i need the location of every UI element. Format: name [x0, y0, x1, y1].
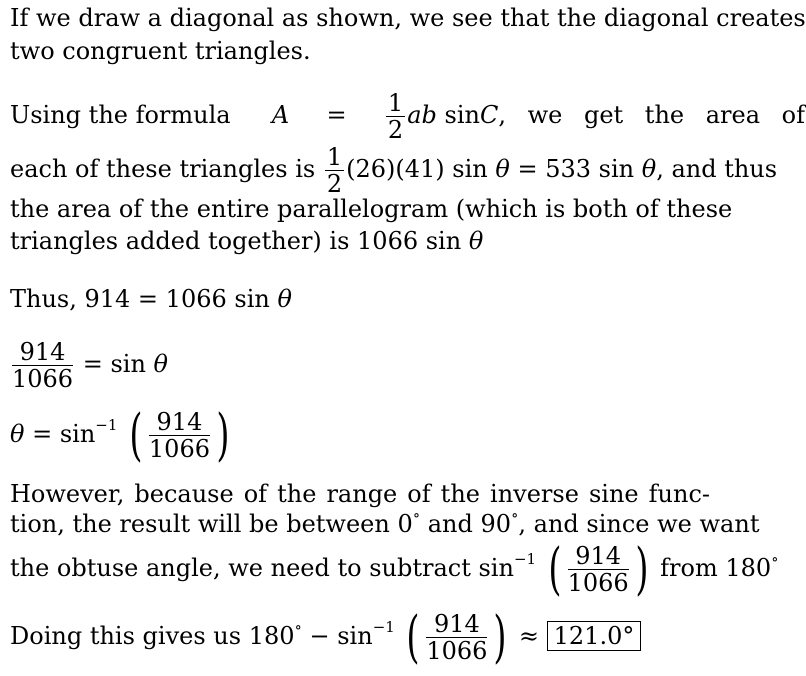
degree-sign: ∘ [511, 506, 519, 524]
superscript: −1 [372, 618, 395, 636]
right-paren: ) [216, 402, 230, 468]
left-paren: ( [548, 536, 562, 602]
math-var: θ [641, 155, 657, 183]
text-span: triangles added together) is 1066 sin [10, 227, 462, 255]
fraction-half: $\frac{1}{2}$ [326, 143, 343, 198]
left-paren: ( [406, 604, 420, 670]
text-line: However, because of the range of the inverse sine func- [10, 480, 710, 508]
math-expr: Thus, 914 = 1066 sin [10, 285, 270, 313]
text-span: each of these triangles is [10, 155, 316, 183]
math-expr: (26)(41) sin [346, 155, 488, 183]
text-line: If we draw a diagonal as shown, we see that the diagonal creates [10, 4, 806, 32]
math-var: θ [10, 420, 25, 448]
formula-line [10, 142, 777, 197]
math-var: θ [277, 285, 292, 313]
text-line: two congruent triangles. [10, 37, 311, 65]
math-expr: = sin [82, 350, 146, 378]
answer-box: 121.0° [547, 621, 642, 651]
math-var: ab [407, 101, 437, 129]
math-var: A [271, 101, 290, 129]
text-span: Using the formula [10, 101, 231, 129]
text-span: , and since we want [518, 510, 760, 538]
equation-thus [10, 284, 292, 314]
fraction-914-1066: $\frac{914}{1066}$ [567, 542, 629, 597]
final-answer-line [10, 604, 641, 670]
fraction-914-1066: $\frac{914}{1066}$ [148, 408, 210, 463]
equation-ratio [10, 336, 168, 392]
text-span: and 90 [420, 510, 512, 538]
fraction-914-1066: $\frac{914}{1066}$ [12, 338, 74, 393]
left-paren: ( [129, 402, 143, 468]
fraction-half: $\frac{1}{2}$ [387, 89, 404, 144]
right-paren: ) [493, 604, 507, 670]
formula-line [10, 226, 483, 256]
formula-line [10, 536, 779, 602]
math-expr: − sin [301, 622, 373, 650]
formula-line [10, 88, 805, 143]
right-paren: ) [635, 536, 649, 602]
math-expr: = 533 sin [509, 155, 635, 183]
text-span: tion, the result will be between 0 [10, 510, 413, 538]
superscript: −1 [513, 550, 537, 568]
degree-sign: ∘ [771, 550, 779, 568]
superscript: −1 [95, 416, 118, 434]
text-span: the obtuse angle, we need to subtract sin [10, 554, 514, 582]
fraction-914-1066: $\frac{914}{1066}$ [426, 610, 488, 665]
text-span: , and thus [656, 155, 778, 183]
math-var: θ [468, 227, 484, 255]
equation-theta [10, 402, 234, 468]
math-op: = [326, 101, 347, 129]
text-span: from 180 [652, 554, 772, 582]
text-span: , we get the area of [498, 101, 805, 129]
math-var: C [479, 101, 499, 129]
degree-sign: ∘ [412, 506, 421, 524]
text-line: the area of the entire parallelogram (which is both of these [10, 195, 733, 223]
formula-line [10, 506, 760, 539]
math-expr: = sin [24, 420, 96, 448]
math-var: θ [495, 155, 510, 183]
degree-sign: ∘ [294, 618, 302, 636]
text-span: Doing this gives us 180 [10, 622, 295, 650]
approx-sign: ≈ [518, 622, 539, 650]
math-fn: sin [444, 101, 480, 129]
math-var: θ [153, 350, 168, 378]
